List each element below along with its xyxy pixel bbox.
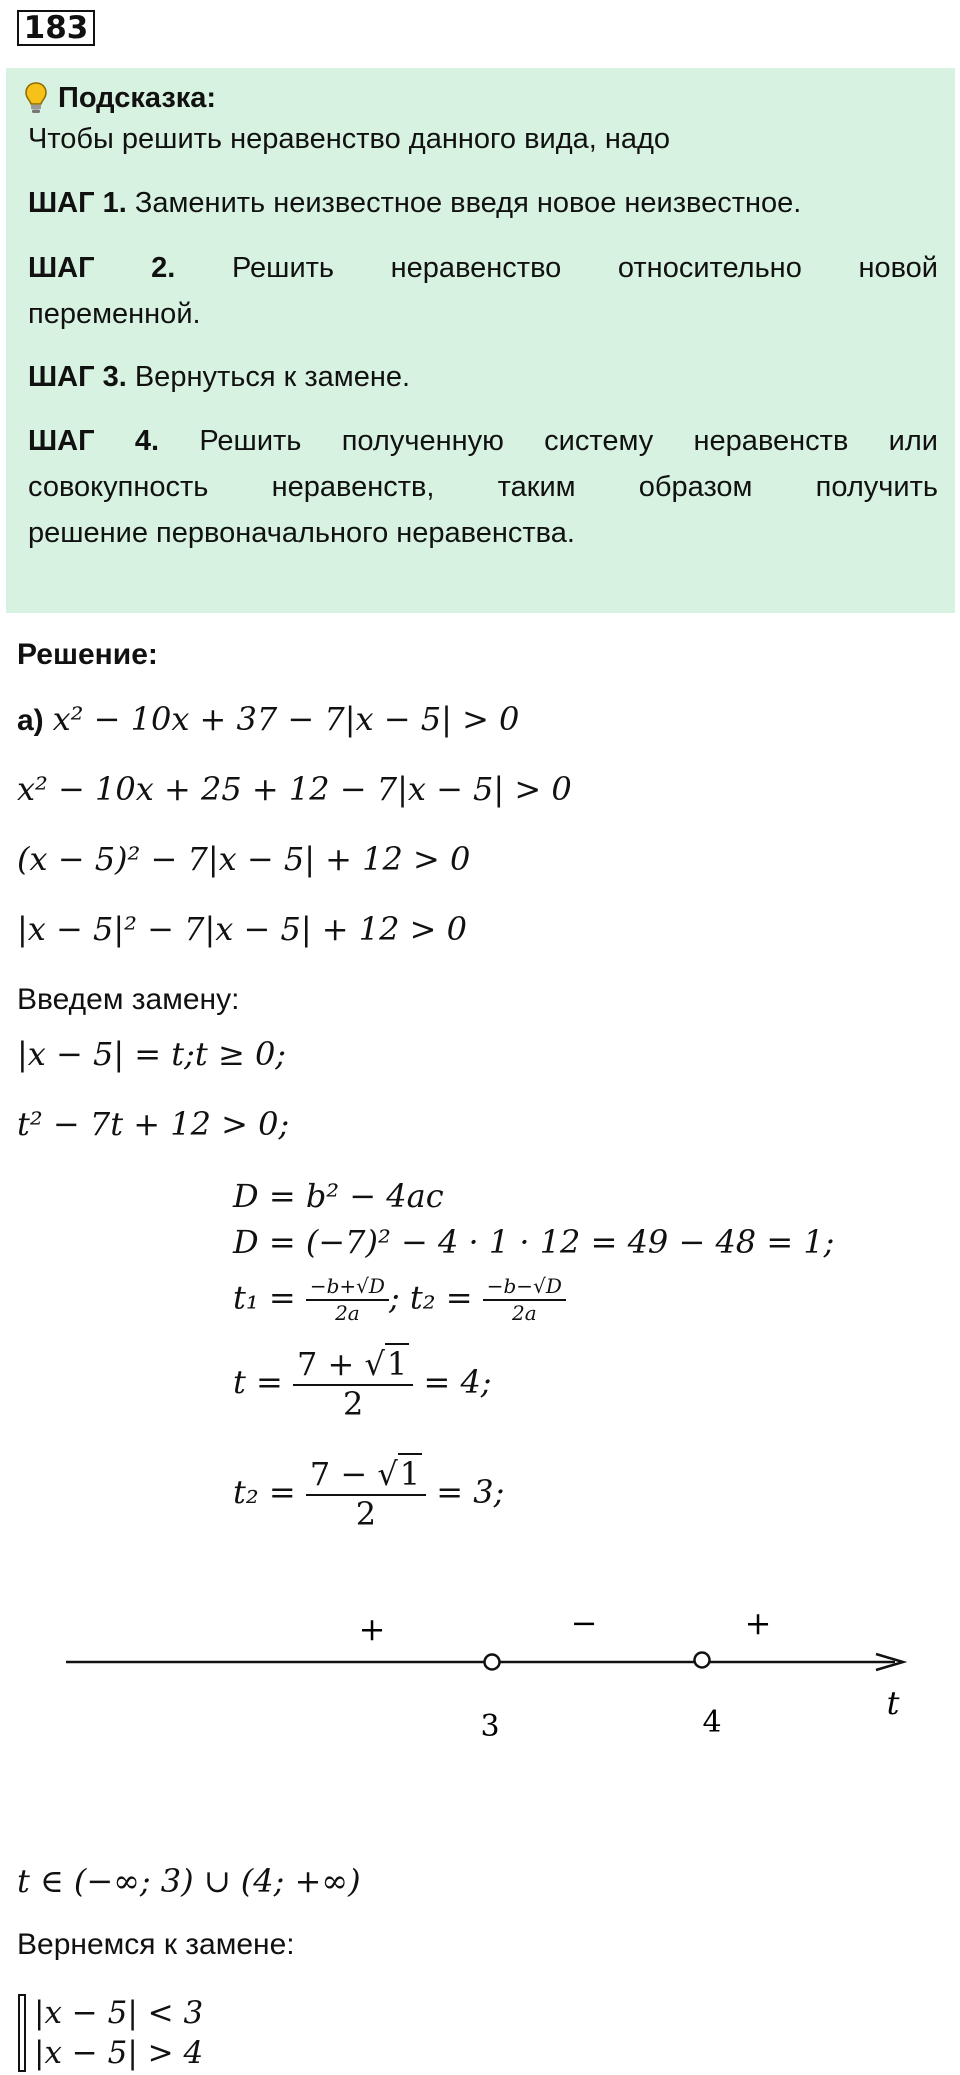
root1-rhs: = 4; <box>423 1363 492 1402</box>
return-label: Вернемся к замене: <box>17 1928 295 1961</box>
task-number-box <box>17 10 95 46</box>
hint-title: Подсказка: <box>58 81 217 114</box>
solution-heading: Решение: <box>17 638 158 671</box>
task-number: 183 <box>23 10 89 46</box>
substitution-label: Введем замену: <box>17 983 240 1016</box>
system-inequality-2: |x − 5| > 4 <box>34 2035 204 2071</box>
t2-label: ; t₂ = <box>388 1278 473 1317</box>
root2-calculation <box>233 1455 505 1533</box>
lightbulb-icon <box>24 81 48 115</box>
root2-fraction <box>483 1276 566 1324</box>
point-3-label: 3 <box>480 1709 500 1744</box>
step-text: Заменить неизвестное введя новое неизвестное. <box>134 187 802 219</box>
point-4-marker <box>695 1653 710 1668</box>
root2-lhs: t₂ = <box>233 1473 296 1512</box>
root1-denominator: 2a <box>335 1301 360 1325</box>
t1-label: t₁ = <box>233 1278 296 1317</box>
quadratic-inequality: t² − 7t + 12 > 0; <box>17 1105 290 1143</box>
hint-step-4-line3: решение первоначального неравенства. <box>28 517 575 549</box>
point-3-marker <box>485 1655 500 1670</box>
root1-fraction <box>306 1276 389 1324</box>
root1-value-denominator: 2 <box>342 1384 364 1423</box>
root2-value-fraction <box>306 1455 426 1533</box>
hint-step-2-line2: переменной. <box>28 298 201 330</box>
hint-step-4-line1 <box>28 418 938 464</box>
root2-value-denominator: 2 <box>355 1494 377 1533</box>
root2-rhs: = 3; <box>436 1473 505 1512</box>
root2-denominator: 2a <box>511 1301 537 1325</box>
hint-step-1 <box>28 180 938 226</box>
equation-line-1 <box>17 700 519 738</box>
discriminant-value: D = (−7)² − 4 · 1 · 12 = 49 − 48 = 1; <box>233 1223 835 1261</box>
step-label: ШАГ 1. <box>28 187 127 219</box>
part-label: а) <box>17 704 44 737</box>
step-label: ШАГ 2. <box>28 252 176 284</box>
root1-numerator: −b+√D <box>306 1276 389 1301</box>
hint-title-row <box>24 78 216 118</box>
hint-box <box>6 68 955 613</box>
sign-interval-2: − <box>570 1604 598 1642</box>
root1-calculation <box>233 1345 492 1423</box>
hint-intro: Чтобы решить неравенство данного вида, надо <box>28 123 671 155</box>
system-bracket-inner <box>24 1994 30 2072</box>
equation-line-3: (x − 5)² − 7|x − 5| + 12 > 0 <box>17 840 471 878</box>
interval-solution: t ∈ (−∞; 3) ∪ (4; +∞) <box>17 1862 361 1900</box>
equation-line-2: x² − 10x + 25 + 12 − 7|x − 5| > 0 <box>17 770 572 808</box>
equation-line-4: |x − 5|² − 7|x − 5| + 12 > 0 <box>17 910 467 948</box>
root1-value-fraction <box>293 1345 413 1423</box>
step-label: ШАГ 3. <box>28 361 127 393</box>
root1-value-numerator: 7 + √1 <box>293 1348 413 1386</box>
number-line-diagram <box>0 1590 960 1770</box>
step-label: ШАГ 4. <box>28 425 160 457</box>
system-inequality-1: |x − 5| < 3 <box>34 1995 204 2031</box>
root1-lhs: t = <box>233 1363 283 1402</box>
root2-numerator: −b−√D <box>483 1276 566 1301</box>
roots-formula <box>233 1276 566 1324</box>
step-text: Вернуться к замене. <box>134 361 411 393</box>
root2-value-numerator: 7 − √1 <box>306 1458 426 1496</box>
axis-variable-label: t <box>886 1684 900 1722</box>
point-4-label: 4 <box>702 1705 722 1740</box>
sign-interval-3: + <box>744 1604 772 1642</box>
step-text: Решить неравенство относительно новой <box>231 252 938 284</box>
sign-interval-1: + <box>358 1610 386 1648</box>
hint-step-4-line2: совокупность неравенств, таким образом получить <box>28 471 938 503</box>
hint-step-3 <box>28 354 938 400</box>
substitution-equation: |x − 5| = t;t ≥ 0; <box>17 1035 287 1073</box>
equation-text: x² − 10x + 37 − 7|x − 5| > 0 <box>52 700 520 738</box>
discriminant-formula: D = b² − 4ac <box>233 1177 444 1215</box>
step-text: Решить полученную систему неравенств или <box>199 425 938 457</box>
hint-step-2-line1 <box>28 245 938 291</box>
